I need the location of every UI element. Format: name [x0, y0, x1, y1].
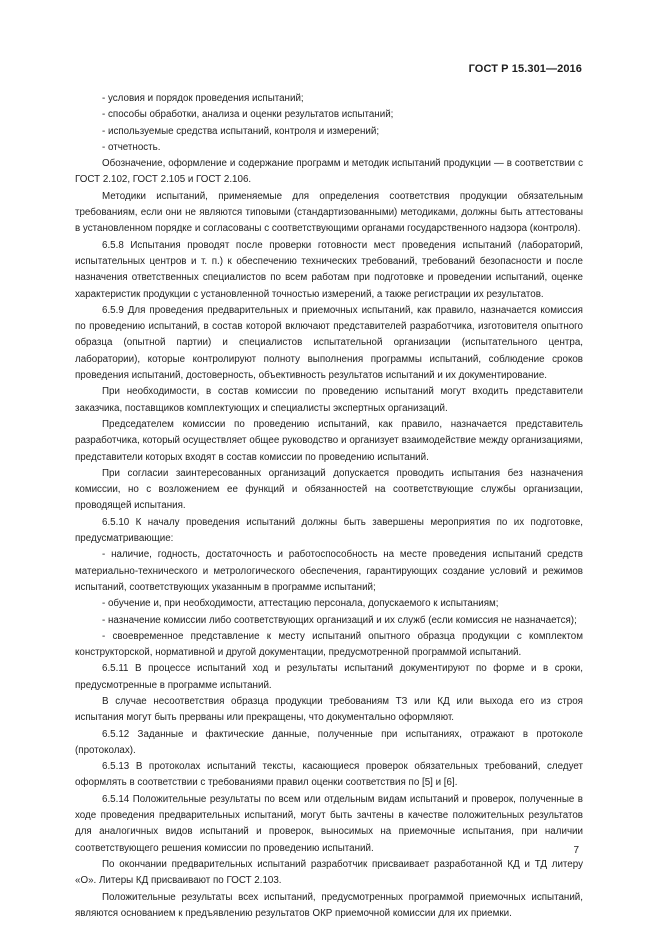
document-body [75, 91, 583, 922]
paragraph-positive-results: Положительные результаты всех испытаний, предусмотренных программой приемочных испытаний, являются основанием к предъявлению результатов ОКР приемочной комиссии для их приемки. [75, 891, 583, 919]
paragraph-no-commission: При согласии заинтересованных организаций допускается проводить испытания без назначения комиссии, но с возложением ее функций и обязанностей на соответствующие службы организации, проводящей испытания. [75, 467, 583, 512]
clause-6-5-11: 6.5.11 В процессе испытаний ход и результаты испытаний документируют по форме и в сроки, предусмотренные в программе испытаний. [75, 663, 583, 691]
list-item-methods: - способы обработки, анализа и оценки результатов испытаний; [102, 109, 394, 121]
clause-6-5-14: 6.5.14 Положительные результаты по всем или отдельным видам испытаний и проверок, полученные в ходе проведения предварительных испытаний, могут быть зачтены в качестве положительных результатов для аналогичных видов испытаний и проверок, выносимых на приемочные испытания, при наличии соответствующего решения комиссии по проведению испытаний. [75, 793, 583, 854]
clause-6-5-10: 6.5.10 К началу проведения испытаний должны быть завершены мероприятия по их подготовке, предусматривающие: [75, 516, 583, 545]
list-item-appointment: - назначение комиссии либо соответствующих организаций и их служб (если комиссия не назначается); [102, 614, 577, 626]
paragraph-nonconformity: В случае несоответствия образца продукции требованиям ТЗ или КД или выхода его из строя испытания могут быть прерваны или прекращены, что документально оформляют. [75, 695, 583, 724]
clause-6-5-8: 6.5.8 Испытания проводят после проверки готовности мест проведения испытаний (лабораторий, испытательных центров и т. п.) к обеспечению технических требований, требований безопасности и после назначения ответственных специалистов по всем работам при подготовке и проведении испытаний, оценке характеристик продукции с установленной точностью измерений, а также регистрации их результатов. [75, 239, 583, 300]
paragraph-commission-chair: Председателем комиссии по проведению испытаний, как правило, назначается представитель разработчика, который осуществляет общее руководство и организует взаимодействие между организациями, представители которых входят в состав комиссии по проведению испытаний. [75, 418, 583, 463]
paragraph-letter-o: По окончании предварительных испытаний разработчик присваивает разработанной КД и ТД литеру «О». Литеры КД присваивают по ГОСТ 2.103. [75, 858, 583, 887]
list-item-conditions: - условия и порядок проведения испытаний; [102, 93, 304, 104]
document-header: ГОСТ Р 15.301—2016 [468, 63, 582, 75]
paragraph-methods-certification: Методики испытаний, применяемые для определения соответствия продукции обязательным требованиям, если они не являются типовыми (стандартизованными) методиками, должны быть аттестованы в установленном порядке и согласованы с соответствующими органами государственного надзора (контроля). [75, 190, 583, 235]
list-item-availability: - наличие, годность, достаточность и работоспособность на месте проведения испытаний средств материально-технического и метрологического обеспечения, гарантирующих создание условий и режимов испытаний, соответствующих указанным в программе испытаний; [75, 549, 583, 593]
clause-6-5-9: 6.5.9 Для проведения предварительных и приемочных испытаний, как правило, назначается комиссия по проведению испытаний, в состав которой включают представителей разработчика, изготовителя опытного образца (опытной партии) и специалистов испытательной организации (испытательного центра, лаборатории), которые контролируют полноту выполнения программы испытаний, соблюдение сроков проведения испытаний, достоверность, объективность результатов испытаний и их документирование. [75, 304, 583, 382]
paragraph-designation: Обозначение, оформление и содержание программ и методик испытаний продукции — в соответствии с ГОСТ 2.102, ГОСТ 2.105 и ГОСТ 2.106. [75, 158, 583, 186]
list-item-training: - обучение и, при необходимости, аттестацию персонала, допускаемого к испытаниям; [102, 598, 499, 610]
list-item-tools: - используемые средства испытаний, контроля и измерений; [102, 125, 380, 137]
clause-6-5-12: 6.5.12 Заданные и фактические данные, полученные при испытаниях, отражают в протоколе (протоколах). [75, 728, 583, 756]
paragraph-commission-members: При необходимости, в состав комиссии по проведению испытаний могут входить представители заказчика, поставщиков комплектующих и специалисты экспертных организаций. [75, 386, 583, 414]
page-number: 7 [573, 845, 579, 856]
list-item-delivery: - своевременное представление к месту испытаний опытного образца продукции с комплектом конструкторской, нормативной и другой документации, предусмотренной программой испытаний. [75, 630, 583, 659]
clause-6-5-13: 6.5.13 В протоколах испытаний тексты, касающиеся проверок обязательных требований, следует оформлять в соответствии с требованиями правил оценки соответствия по [5] и [6]. [75, 761, 583, 789]
list-item-reporting: - отчетность. [102, 141, 161, 153]
